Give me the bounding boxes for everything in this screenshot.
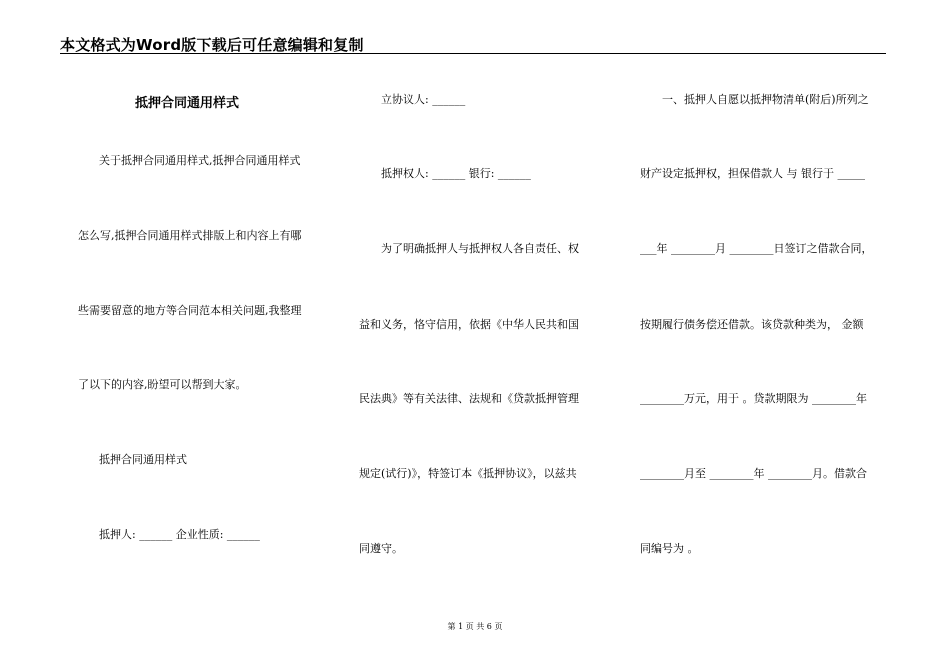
text-line: 同遵守。 [359,542,403,555]
text-line: ________月至 ________年 ________月。借款合 [640,467,867,480]
document-title: 抵押合同通用样式 [135,96,240,111]
text-line: 财产设定抵押权，担保借款人 与 银行于 _____ [640,167,865,180]
text-line: 按期履行债务偿还借款。该贷款种类为， 金额 [640,318,864,331]
text-line: 了以下的内容,盼望可以帮到大家。 [78,378,247,391]
text-line: 益和义务，恪守信用，依据《中华人民共和国 [359,318,579,331]
text-line: 怎么写,抵押合同通用样式排版上和内容上有哪 [78,229,302,242]
text-line: 抵押人: ______ 企业性质: ______ [99,528,260,541]
text-line: ___年 ________月 ________日签订之借款合同， [640,242,873,255]
text-line: 民法典》等有关法律、法规和《贷款抵押管理 [359,392,579,405]
text-line: 些需要留意的地方等合同范本相关问题,我整理 [78,304,302,317]
text-line: 立协议人: ______ [381,93,466,106]
text-line: ________万元，用于 。贷款期限为 ________年 [640,392,867,405]
page-number-footer: 第 1 页 共 6 页 [447,622,503,631]
text-line: 规定(试行)》，特签订本《抵押协议》，以兹共 [359,467,577,480]
page-header-title: 本文格式为Word版下载后可任意编辑和复制 [60,36,364,54]
header-divider [60,53,886,54]
text-line: 一、抵押人自愿以抵押物清单(附后)所列之 [662,93,869,106]
text-line: 同编号为 。 [640,542,699,555]
text-line: 关于抵押合同通用样式,抵押合同通用样式 [99,154,301,167]
text-line: 为了明确抵押人与抵押权人各自责任、权 [381,242,579,255]
text-line: 抵押权人: ______ 银行: ______ [381,167,531,180]
section-heading: 抵押合同通用样式 [99,453,187,466]
